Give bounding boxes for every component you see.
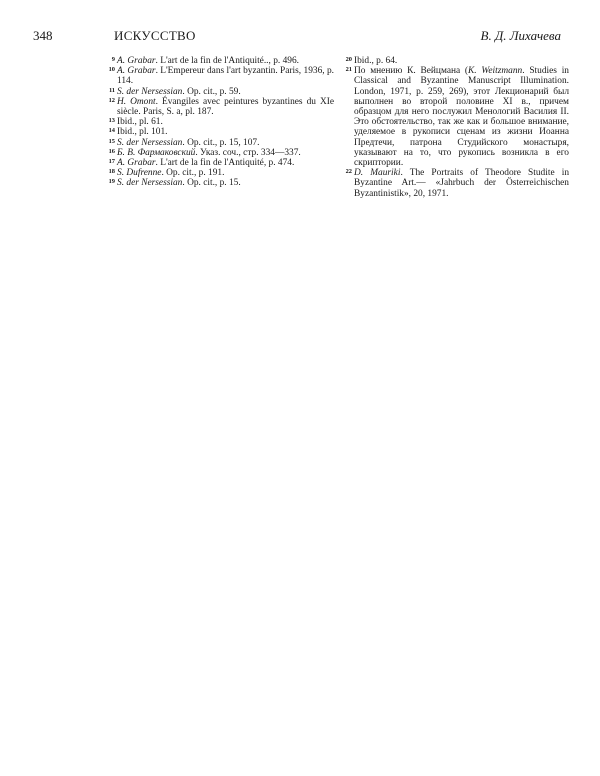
footnote-body: . Studies in Classical and Byzantine Manuscript Illumination. London, 1971, p. 259, 269), этот Лекционарий был выполнен во второй половине XI в., причем образцом для него послужил Менологий Василия II. Это обстоятельство, так же как и большое внимание, уделяемое в рукописи сценам из жизни Иоанна Предтечи, патрона Студийского монастыря, указывают на то, что рукопись возникла в его скриптории. bbox=[354, 66, 569, 169]
footnote-text bbox=[117, 56, 334, 66]
footnote-number: 12 bbox=[108, 96, 115, 104]
footnote-20 bbox=[341, 56, 569, 66]
footnote-body: . L'art de la fin de l'Antiquité, p. 474. bbox=[155, 158, 295, 169]
footnote-author: K. Weitzmann bbox=[468, 66, 523, 77]
footnote-text bbox=[117, 138, 334, 148]
footnote-body: Ibid., p. 64. bbox=[354, 56, 398, 66]
footnote-9 bbox=[104, 56, 334, 66]
footnote-number: 10 bbox=[108, 66, 115, 74]
footnote-number: 20 bbox=[345, 56, 352, 63]
footnote-author: H. Omont bbox=[117, 96, 156, 107]
footnote-number: 15 bbox=[108, 137, 115, 145]
footnote-body: . Op. cit., p. 191. bbox=[161, 168, 225, 179]
footnote-author: A. Grabar bbox=[117, 66, 156, 77]
footnote-text bbox=[117, 127, 334, 137]
footnote-number: 18 bbox=[108, 168, 115, 176]
footnote-text bbox=[117, 97, 334, 117]
footnotes-left-column bbox=[104, 56, 334, 189]
footnote-body: . Op. cit., p. 15. bbox=[182, 178, 241, 189]
footnote-author: S. der Nersessian bbox=[117, 137, 183, 148]
footnote-body: . Указ. соч., стр. 334—337. bbox=[195, 147, 301, 158]
footnote-text bbox=[354, 168, 569, 199]
footnote-10 bbox=[104, 66, 334, 86]
footnote-text bbox=[117, 168, 334, 178]
footnote-author: S. der Nersessian bbox=[117, 178, 183, 189]
section-title: ИСКУССТВО bbox=[114, 28, 196, 43]
footnote-17 bbox=[104, 158, 334, 168]
footnote-number: 14 bbox=[108, 127, 115, 135]
footnote-18 bbox=[104, 168, 334, 178]
footnote-body: . Évangiles avec peintures byzantines du XIe siècle. Paris, S. a, pl. 187. bbox=[117, 96, 334, 118]
footnote-text bbox=[117, 148, 334, 158]
footnote-text bbox=[117, 66, 334, 86]
footnote-15 bbox=[104, 138, 334, 148]
footnote-body: . Op. cit., p. 15, 107. bbox=[182, 137, 260, 148]
footnote-19 bbox=[104, 178, 334, 188]
footnote-text bbox=[117, 117, 334, 127]
footnote-body: . L'Empereur dans l'art byzantin. Paris, 1936, p. 114. bbox=[117, 66, 334, 87]
footnote-13 bbox=[104, 117, 334, 127]
footnote-22 bbox=[341, 168, 569, 199]
footnote-text bbox=[354, 66, 569, 168]
footnote-number: 13 bbox=[108, 117, 115, 125]
footnote-author: Б. В. Фармаковский bbox=[117, 147, 196, 158]
footnote-11 bbox=[104, 87, 334, 97]
page-header bbox=[0, 0, 600, 50]
footnote-number: 21 bbox=[345, 66, 352, 74]
footnotes-right-column bbox=[341, 56, 569, 199]
footnote-number: 17 bbox=[108, 158, 115, 166]
footnote-body: . Op. cit., p. 59. bbox=[182, 86, 241, 97]
footnote-body: . The Portraits of Theodore Studite in Byzantine Art.— «Jahrbuch der Österreichischen Byzantinistik», 20, 1971. bbox=[354, 168, 570, 199]
footnote-author: D. Mauriki bbox=[354, 168, 401, 179]
footnote-number: 16 bbox=[108, 147, 115, 155]
footnote-12 bbox=[104, 97, 334, 117]
footnote-number: 11 bbox=[108, 86, 115, 94]
page-number: 348 bbox=[33, 28, 53, 43]
footnote-text bbox=[354, 56, 569, 66]
footnote-author: S. der Nersessian bbox=[117, 86, 183, 97]
footnote-text bbox=[117, 158, 334, 168]
footnote-author: A. Grabar bbox=[117, 158, 156, 169]
footnote-text bbox=[117, 87, 334, 97]
footnote-14 bbox=[104, 127, 334, 137]
footnote-number: 19 bbox=[108, 178, 115, 186]
running-author: В. Д. Лихачева bbox=[480, 28, 561, 43]
footnote-21 bbox=[341, 66, 569, 168]
footnote-body: По мнению К. Вейцмана ( bbox=[354, 66, 469, 77]
footnote-author: S. Dufrenne bbox=[117, 168, 162, 179]
footnote-body: Ibid., pl. 101. bbox=[117, 127, 168, 138]
footnote-body: . L'art de la fin de l'Antiquité.., p. 496. bbox=[155, 56, 299, 66]
footnote-text bbox=[117, 178, 334, 188]
footnote-author: A. Grabar bbox=[117, 56, 156, 66]
footnote-16 bbox=[104, 148, 334, 158]
footnote-body: Ibid., pl. 61. bbox=[117, 117, 163, 128]
footnote-number: 22 bbox=[345, 168, 352, 176]
footnote-number: 9 bbox=[111, 56, 115, 63]
